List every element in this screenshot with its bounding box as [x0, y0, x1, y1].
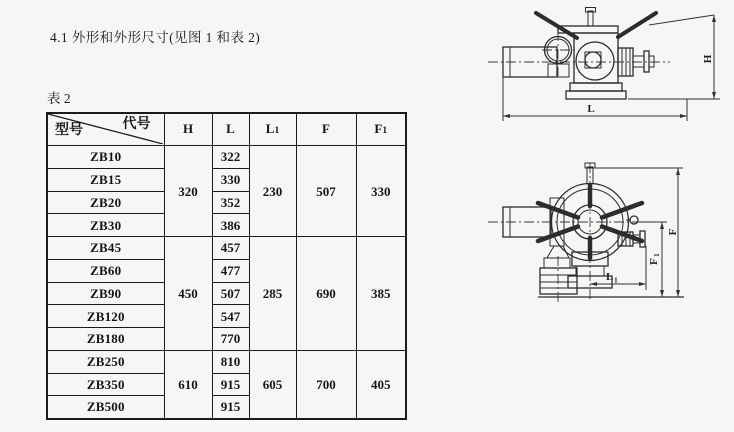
model-cell: ZB180 [47, 328, 164, 351]
dim-label-f: F [667, 228, 679, 236]
model-cell: ZB120 [47, 305, 164, 328]
base-flange [566, 83, 626, 99]
l1-cell: 605 [249, 350, 296, 418]
column-header-l1: L1 [249, 113, 296, 146]
dimension-h [628, 15, 720, 99]
table-row [47, 350, 406, 373]
column-header-f: F [296, 113, 356, 146]
l-cell: 330 [212, 168, 249, 191]
l-cell: 352 [212, 191, 249, 214]
model-cell: ZB30 [47, 214, 164, 237]
l-cell: 457 [212, 237, 249, 260]
dim-label-l: L [587, 103, 595, 115]
table-row [47, 146, 406, 169]
svg-text:1: 1 [614, 275, 618, 285]
model-cell: ZB45 [47, 237, 164, 260]
centerlines [488, 31, 670, 76]
l-cell: 477 [212, 259, 249, 282]
l-cell: 810 [212, 350, 249, 373]
table-caption: 表 2 [47, 91, 71, 106]
svg-text:1: 1 [652, 253, 661, 257]
model-cell: ZB15 [47, 168, 164, 191]
column-header-h: H [164, 113, 212, 146]
l-cell: 915 [212, 373, 249, 396]
actuator-front-view-drawing [484, 158, 734, 308]
dim-label-h: H [702, 54, 714, 64]
column-header-l: L [212, 113, 249, 146]
f1-cell: 385 [356, 237, 406, 351]
l-cell: 915 [212, 396, 249, 419]
model-cell: ZB10 [47, 146, 164, 169]
l-cell: 547 [212, 305, 249, 328]
row-axis-label: 型号 [55, 123, 83, 138]
model-cell: ZB500 [47, 396, 164, 419]
h-cell: 610 [164, 350, 212, 418]
handwheel-edge-view [536, 8, 656, 39]
corner-header-cell [47, 113, 164, 146]
model-cell: ZB90 [47, 282, 164, 305]
f-cell: 507 [296, 146, 356, 237]
l-cell: 386 [212, 214, 249, 237]
f-cell: 700 [296, 350, 356, 418]
model-cell: ZB250 [47, 350, 164, 373]
actuator-side-view-drawing [484, 4, 734, 132]
l-cell: 322 [212, 146, 249, 169]
h-cell: 320 [164, 146, 212, 237]
model-cell: ZB20 [47, 191, 164, 214]
dimensions-table [46, 112, 407, 420]
l-cell: 770 [212, 328, 249, 351]
l-cell: 507 [212, 282, 249, 305]
table-header-row [47, 113, 406, 146]
dim-label-l1: L [606, 271, 614, 283]
column-header-f1: F1 [356, 113, 406, 146]
model-cell: ZB350 [47, 373, 164, 396]
table-row [47, 237, 406, 260]
f-cell: 690 [296, 237, 356, 351]
gearbox-body [574, 33, 618, 83]
col-axis-label: 代号 [122, 117, 151, 132]
f1-cell: 330 [356, 146, 406, 237]
dimension-f1 [638, 222, 667, 297]
h-cell: 450 [164, 237, 212, 351]
f1-cell: 405 [356, 350, 406, 418]
l1-cell: 285 [249, 237, 296, 351]
dim-label-f1: F [648, 258, 660, 265]
model-cell: ZB60 [47, 259, 164, 282]
l1-cell: 230 [249, 146, 296, 237]
section-heading: 4.1 外形和外形尺寸(见图 1 和表 2) [50, 30, 261, 45]
